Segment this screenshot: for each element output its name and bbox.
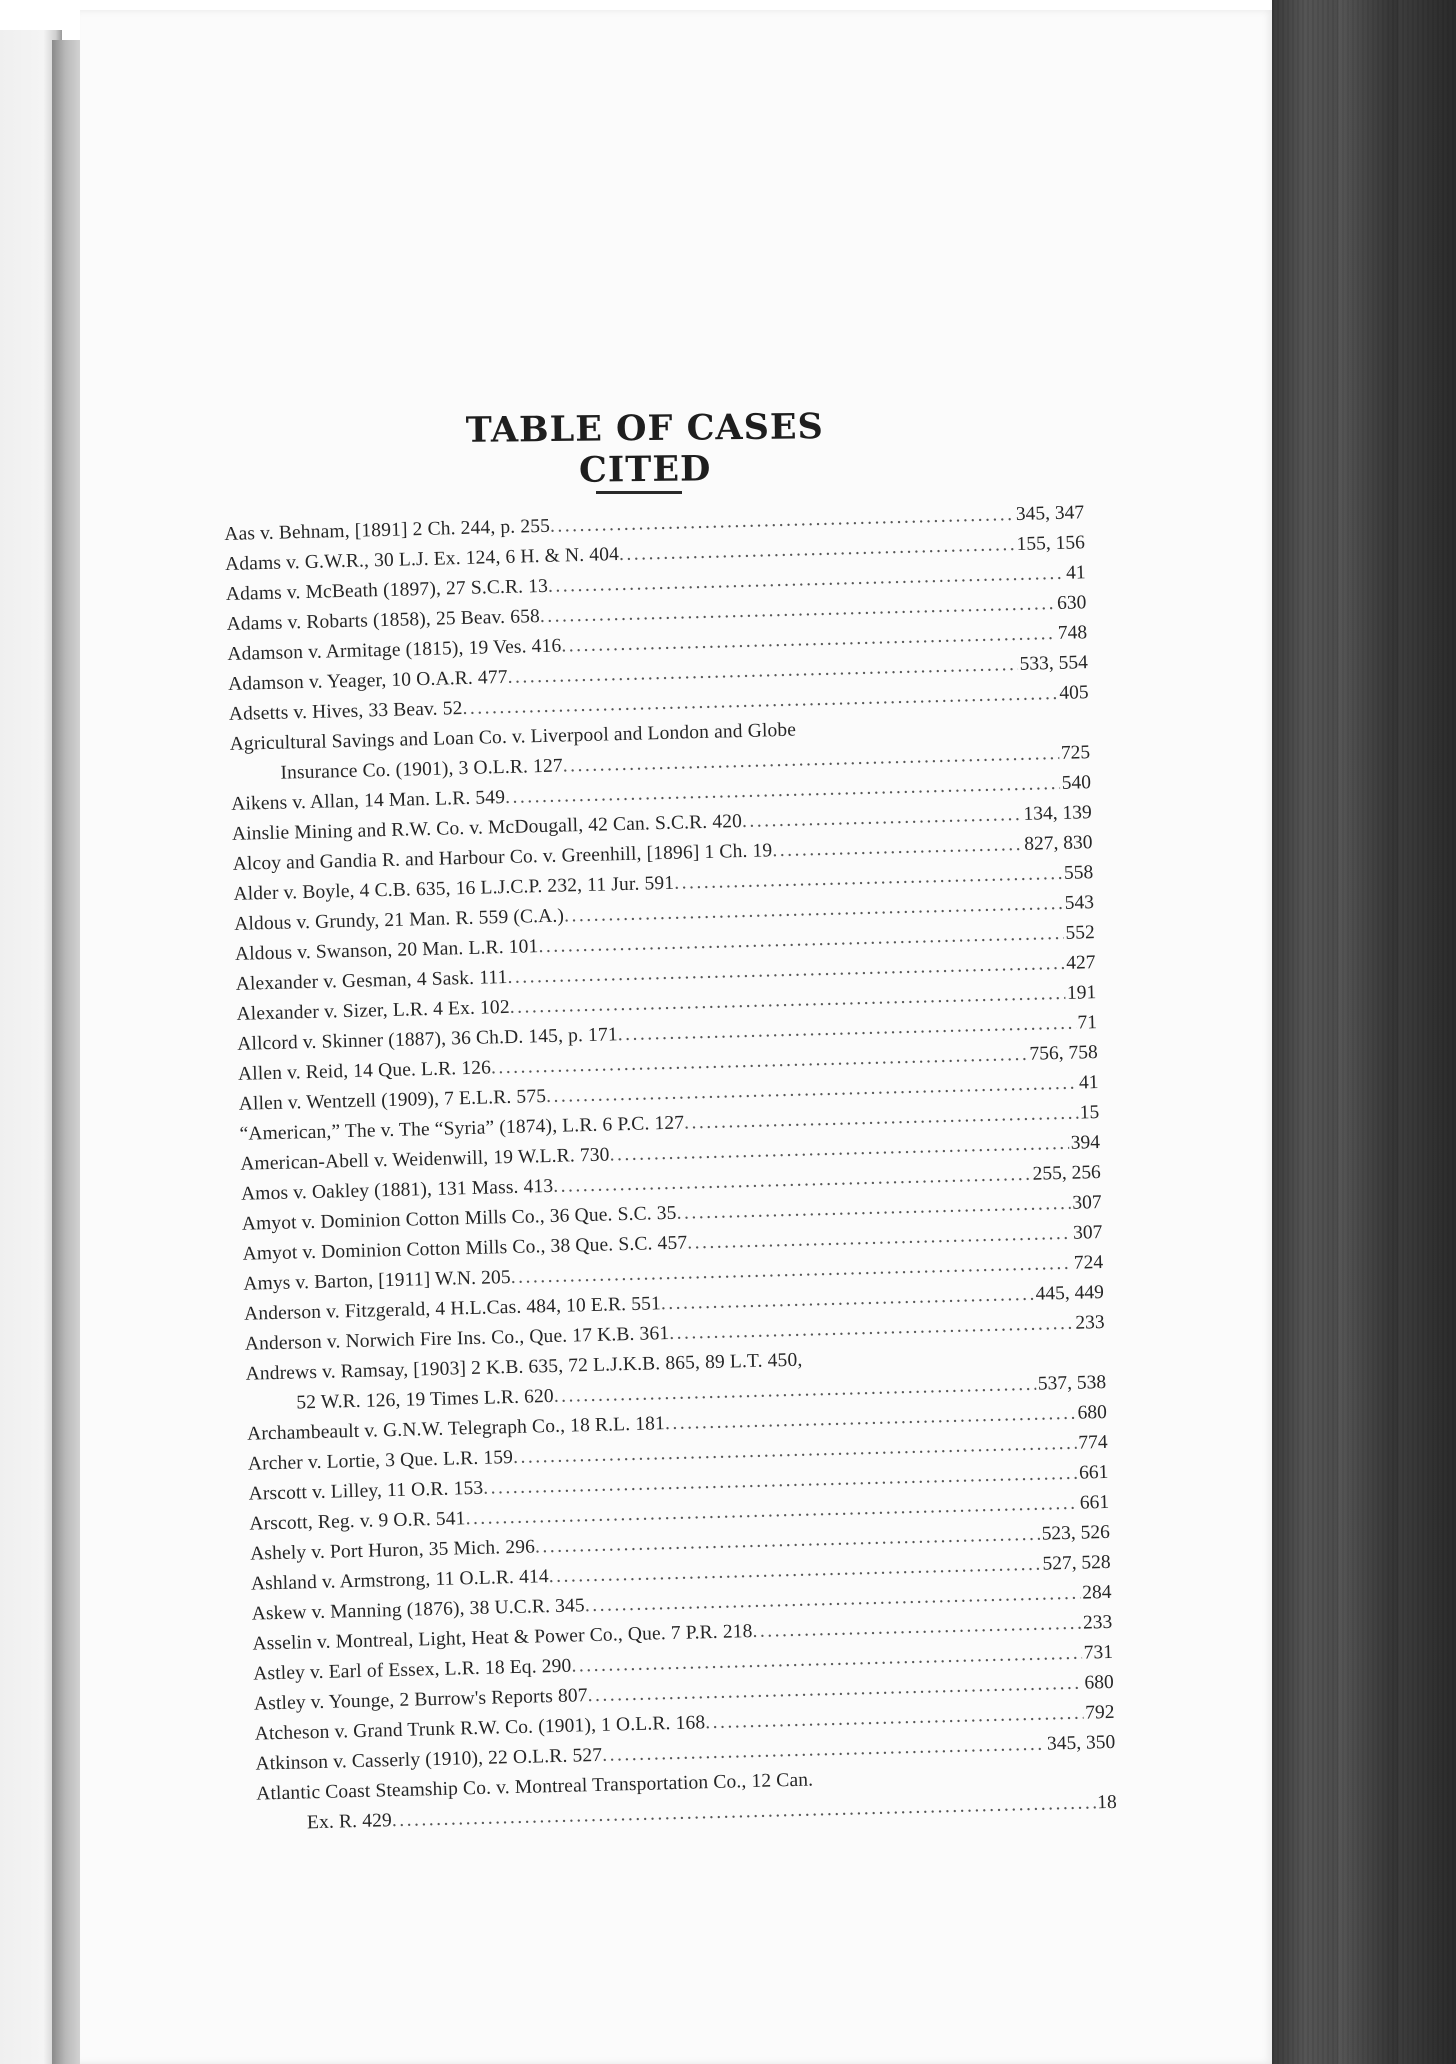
page-reference: 233 xyxy=(1082,1611,1113,1634)
page-reference: 527, 528 xyxy=(1042,1551,1111,1575)
page-reference: 427 xyxy=(1065,952,1096,974)
page-reference: 661 xyxy=(1078,1461,1109,1484)
case-citation: Anderson v. Fitzgerald, 4 H.L.Cas. 484, 10 E.R. 551 xyxy=(243,1293,662,1325)
page-reference: 445, 449 xyxy=(1035,1281,1105,1305)
case-citation: Arscott, Reg. v. 9 O.R. 541 xyxy=(249,1508,466,1535)
case-citation: Allcord v. Skinner (1887), 36 Ch.D. 145, p. 171 xyxy=(237,1024,619,1055)
case-citation: Ashely v. Port Huron, 35 Mich. 296 xyxy=(249,1536,536,1565)
page-reference: 630 xyxy=(1056,592,1087,614)
case-citation: Ashland v. Armstrong, 11 O.L.R. 414 xyxy=(250,1566,550,1595)
case-citation: Asselin v. Montreal, Light, Heat & Power Co., Que. 7 P.R. 218 xyxy=(252,1620,753,1655)
case-citation-continued: 52 W.R. 126, 19 Times L.R. 620 xyxy=(296,1385,555,1414)
case-citation: Archambeault v. G.N.W. Telegraph Co., 18 R.L. 181 xyxy=(246,1413,666,1445)
page-reference: 725 xyxy=(1060,742,1091,764)
book-edge-shading xyxy=(1338,0,1398,2064)
page-reference: 284 xyxy=(1081,1581,1112,1604)
case-citation: Anderson v. Norwich Fire Ins. Co., Que. 17 K.B. 361 xyxy=(244,1322,670,1355)
page-reference: 405 xyxy=(1059,682,1089,704)
page-reference: 307 xyxy=(1072,1192,1102,1214)
case-citation: Adamson v. Yeager, 10 O.A.R. 477 xyxy=(227,666,508,695)
case-citation: Amyot v. Dominion Cotton Mills Co., 36 Que. S.C. 35 xyxy=(241,1202,677,1235)
case-citation: Andrews v. Ramsay, [1903] 2 K.B. 635, 72 L.J.K.B. 865, 89 L.T. 450, xyxy=(245,1349,803,1385)
page-reference: 394 xyxy=(1070,1132,1101,1154)
page-reference: 233 xyxy=(1075,1311,1105,1334)
page-reference: 748 xyxy=(1057,622,1088,644)
case-citation: Allen v. Wentzell (1909), 7 E.L.R. 575 xyxy=(238,1086,547,1115)
case-citation-continued: Insurance Co. (1901), 3 O.L.R. 127 xyxy=(280,755,563,784)
page-reference: 680 xyxy=(1077,1401,1108,1424)
page-reference: 71 xyxy=(1077,1012,1098,1034)
page-reference: 41 xyxy=(1078,1072,1099,1094)
page-reference: 41 xyxy=(1065,562,1086,584)
page-reference: 543 xyxy=(1064,892,1095,914)
case-citation: Aldous v. Grundy, 21 Man. R. 559 (C.A.) xyxy=(233,905,565,935)
case-citation: Amys v. Barton, [1911] W.N. 205 xyxy=(243,1266,512,1295)
case-citation: Archer v. Lortie, 3 Que. L.R. 159 xyxy=(247,1446,514,1475)
case-citation: Agricultural Savings and Loan Co. v. Liverpool and London and Globe xyxy=(229,719,797,755)
case-citation: Adams v. McBeath (1897), 27 S.C.R. 13 xyxy=(225,575,549,605)
case-citation: Adams v. G.W.R., 30 L.J. Ex. 124, 6 H. & N. 404 xyxy=(224,544,620,575)
page-reference: 540 xyxy=(1061,772,1092,794)
page-reference: 345, 350 xyxy=(1046,1731,1116,1755)
cases-list xyxy=(224,498,1117,1839)
page-reference: 307 xyxy=(1072,1222,1103,1244)
page-reference: 537, 538 xyxy=(1037,1371,1107,1395)
case-citation: Aikens v. Allan, 14 Man. L.R. 549 xyxy=(230,786,506,815)
case-citation: Amos v. Oakley (1881), 131 Mass. 413 xyxy=(240,1175,554,1205)
case-citation: Adsetts v. Hives, 33 Beav. 52 xyxy=(228,698,463,725)
case-citation: Alexander v. Gesman, 4 Sask. 111 xyxy=(235,966,508,995)
title-rule xyxy=(596,491,682,494)
page-reference: 523, 526 xyxy=(1041,1521,1111,1545)
case-citation: Askew v. Manning (1876), 38 U.C.R. 345 xyxy=(251,1595,586,1625)
case-citation: Atcheson v. Grand Trunk R.W. Co. (1901), 1 O.L.R. 168 xyxy=(254,1712,706,1745)
page-reference: 533, 554 xyxy=(1019,652,1089,675)
page-reference: 15 xyxy=(1079,1102,1100,1124)
case-citation: Atkinson v. Casserly (1910), 22 O.L.R. 527 xyxy=(255,1744,603,1775)
case-citation: Arscott v. Lilley, 11 O.R. 153 xyxy=(248,1477,484,1505)
page-reference: 792 xyxy=(1084,1701,1115,1724)
case-citation: Allen v. Reid, 14 Que. L.R. 126 xyxy=(237,1057,492,1085)
case-citation: Atlantic Coast Steamship Co. v. Montreal Transportation Co., 12 Can. xyxy=(255,1769,814,1805)
case-citation: American-Abell v. Weidenwill, 19 W.L.R. 730 xyxy=(240,1144,610,1175)
page-reference: 345, 347 xyxy=(1015,502,1085,525)
page-reference: 774 xyxy=(1078,1431,1108,1454)
page-title: TABLE OF CASES CITED xyxy=(465,406,825,491)
page-reference: 661 xyxy=(1079,1491,1110,1514)
case-citation: Adams v. Robarts (1858), 25 Beav. 658 xyxy=(226,606,541,635)
case-citation: Astley v. Earl of Essex, L.R. 18 Eq. 290 xyxy=(252,1655,572,1685)
page-reference: 827, 830 xyxy=(1023,832,1093,855)
case-citation: Alder v. Boyle, 4 C.B. 635, 16 L.J.C.P. 232, 11 Jur. 591 xyxy=(233,872,675,905)
page-reference: 191 xyxy=(1066,982,1097,1004)
page-reference: 756, 758 xyxy=(1029,1042,1099,1065)
case-citation: Alcoy and Gandia R. and Harbour Co. v. Greenhill, [1896] 1 Ch. 19 xyxy=(232,840,773,875)
page-reference: 552 xyxy=(1065,922,1095,944)
case-citation: Ainslie Mining and R.W. Co. v. McDougall, 42 Can. S.C.R. 420 xyxy=(231,810,743,845)
page-reference: 255, 256 xyxy=(1032,1162,1102,1185)
case-citation: Aldous v. Swanson, 20 Man. L.R. 101 xyxy=(234,936,539,965)
page-reference: 155, 156 xyxy=(1016,532,1086,555)
case-citation: Amyot v. Dominion Cotton Mills Co., 38 Que. S.C. 457 xyxy=(242,1232,688,1265)
case-citation: Astley v. Younge, 2 Burrow's Reports 807 xyxy=(253,1685,588,1715)
page-reference: 134, 139 xyxy=(1023,802,1092,825)
case-citation: “American,” The v. The “Syria” (1874), L.R. 6 P.C. 127 xyxy=(239,1112,685,1145)
case-citation: Alexander v. Sizer, L.R. 4 Ex. 102 xyxy=(236,996,510,1025)
page-reference: 680 xyxy=(1084,1671,1114,1694)
page-reference: 724 xyxy=(1073,1251,1104,1274)
page-reference: 558 xyxy=(1063,862,1094,884)
page-reference: 731 xyxy=(1083,1641,1114,1664)
case-citation: Aas v. Behnam, [1891] 2 Ch. 244, p. 255 xyxy=(224,515,551,545)
case-citation-continued: Ex. R. 429 xyxy=(306,1810,393,1834)
case-citation: Adamson v. Armitage (1815), 19 Ves. 416 xyxy=(227,635,562,665)
page-reference: 18 xyxy=(1096,1791,1118,1814)
